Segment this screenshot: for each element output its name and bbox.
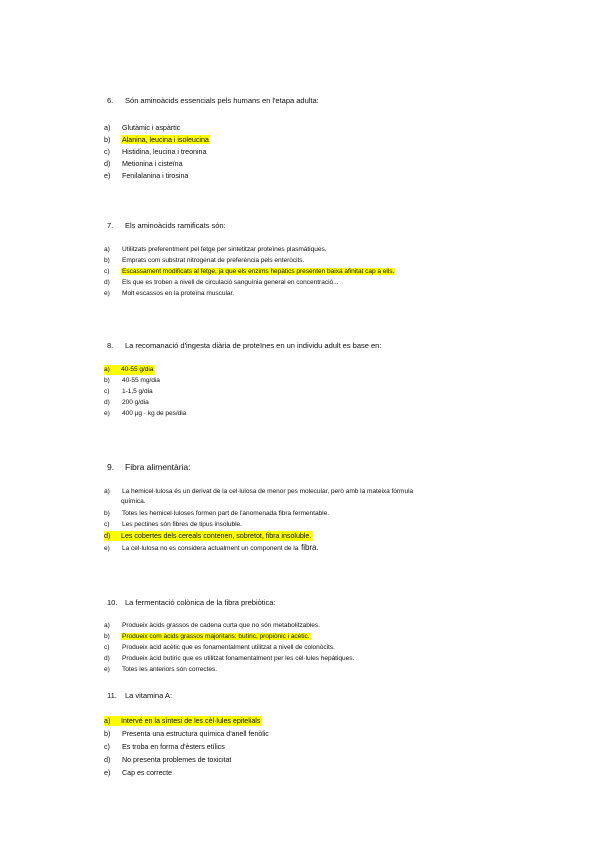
question-7-option-a: a) Utilitzats preferentment pel fetge per sintetitzar proteïnes plasmàtiques.: [104, 246, 327, 253]
question-11-option-b: b) Presenta una estructura química d'anell fenòlic: [104, 729, 269, 738]
question-7-title: 7. Els aminoàcids ramificats són:: [107, 221, 226, 230]
question-9-title: 9. Fibra alimentària:: [107, 462, 191, 472]
question-10-option-b: b) Produeix com àcids grassos majoritaris: butíric, propiònic i acètic.: [104, 633, 310, 640]
question-10-title: 10. La fermentació colònica de la fibra prebiòtica:: [107, 598, 276, 607]
question-6-option-d: d) Metionina i cisteïna: [104, 159, 183, 168]
question-8-option-a: a) 40-55 g/dia: [104, 366, 154, 373]
question-7-option-e: e) Molt escassos en la proteïna muscular.: [104, 290, 235, 297]
question-9-option-d: d) Les cobertes dels cereals contenen, sobretot, fibra insoluble.: [104, 531, 312, 540]
question-10-option-a: a) Produeix àcids grassos de cadena curta que no són metabolitzables.: [104, 622, 320, 629]
question-7-option-d: d) Els que es troben a nivell de circulació sanguínia general en concentració...: [104, 279, 339, 286]
question-8-title: 8. La recomanació d'ingesta diària de proteïnes en un individu adult es base en:: [107, 341, 382, 350]
question-8-option-e: e) 400 µg · kg de pes/dia: [104, 410, 187, 417]
highlighted-answer: Alanina, leucina i isoleucina: [122, 135, 209, 144]
question-8-option-c: c) 1-1,5 g/dia: [104, 388, 153, 395]
question-9-option-e: e) La cel·lulosa no es considera actualment un component de la fibra.: [104, 543, 319, 552]
question-6-option-a: a) Glutàmic i aspàrtic: [104, 123, 181, 132]
question-10-option-d: d) Produeix àcid butíric que es utilitzat fonamentalment per les cèl·lules hepàtiques.: [104, 655, 355, 662]
question-7-option-b: b) Emprats com substrat nitrogenat de preferència pels enteròcits.: [104, 257, 305, 264]
question-11-title: 11. La vitamina A:: [107, 691, 172, 700]
question-10-option-e: e) Totes les anteriors són correctes.: [104, 666, 218, 673]
question-9-option-c: c) Les pectines són fibres de tipus insoluble.: [104, 521, 242, 528]
question-6-title: 6. Són aminoàcids essencials pels humans en l'etapa adulta:: [107, 96, 319, 105]
question-10-option-c: c) Produeix àcid acètic que es fonamentalment utilitzat a nivell de colonòcits.: [104, 644, 335, 651]
question-7-option-c: c) Escassament modificats al fetge, ja que els enzims hepàtics presenten baixa afinitat cap a ells.: [104, 268, 395, 275]
question-9-option-b: b) Totes les hemicel·luloses formen part de l'anomenada fibra fermentable.: [104, 510, 329, 517]
question-6-option-e: e) Fenilalanina i tirosina: [104, 171, 189, 180]
question-11-option-e: e) Cap es correcte: [104, 768, 172, 777]
question-8-option-d: d) 200 g/dia: [104, 399, 149, 406]
highlighted-answer: Intervé en la síntesi de les cèl·lules epitelials: [121, 716, 261, 725]
question-11-option-d: d) No presenta problemes de toxicitat: [104, 755, 232, 764]
question-9-option-a: a) La hemicel·lulosa és un derivat de la cel·lulosa de menor pes molecular, però amb la mateixa fórmula química.: [104, 488, 414, 505]
question-6-option-c: c) Histidina, leucina i treonina: [104, 147, 207, 156]
question-8-option-b: b) 40-55 mg/dia: [104, 377, 160, 384]
highlighted-answer: 40-55 g/dia: [121, 366, 154, 373]
question-6-option-b: b) Alanina, leucina i isoleucina: [104, 135, 209, 144]
question-11-option-c: c) Es troba en forma d'èsters etílics: [104, 742, 225, 751]
highlighted-answer: Escassament modificats al fetge, ja que els enzims hepàtics presenten baixa afinitat cap a ells.: [122, 268, 395, 275]
highlighted-answer: Les cobertes dels cereals contenen, sobretot, fibra insoluble.: [121, 531, 312, 540]
highlighted-answer: Produeix com àcids grassos majoritaris: butíric, propiònic i acètic.: [122, 633, 310, 640]
question-11-option-a: a) Intervé en la síntesi de les cèl·lules epitelials: [104, 716, 261, 725]
